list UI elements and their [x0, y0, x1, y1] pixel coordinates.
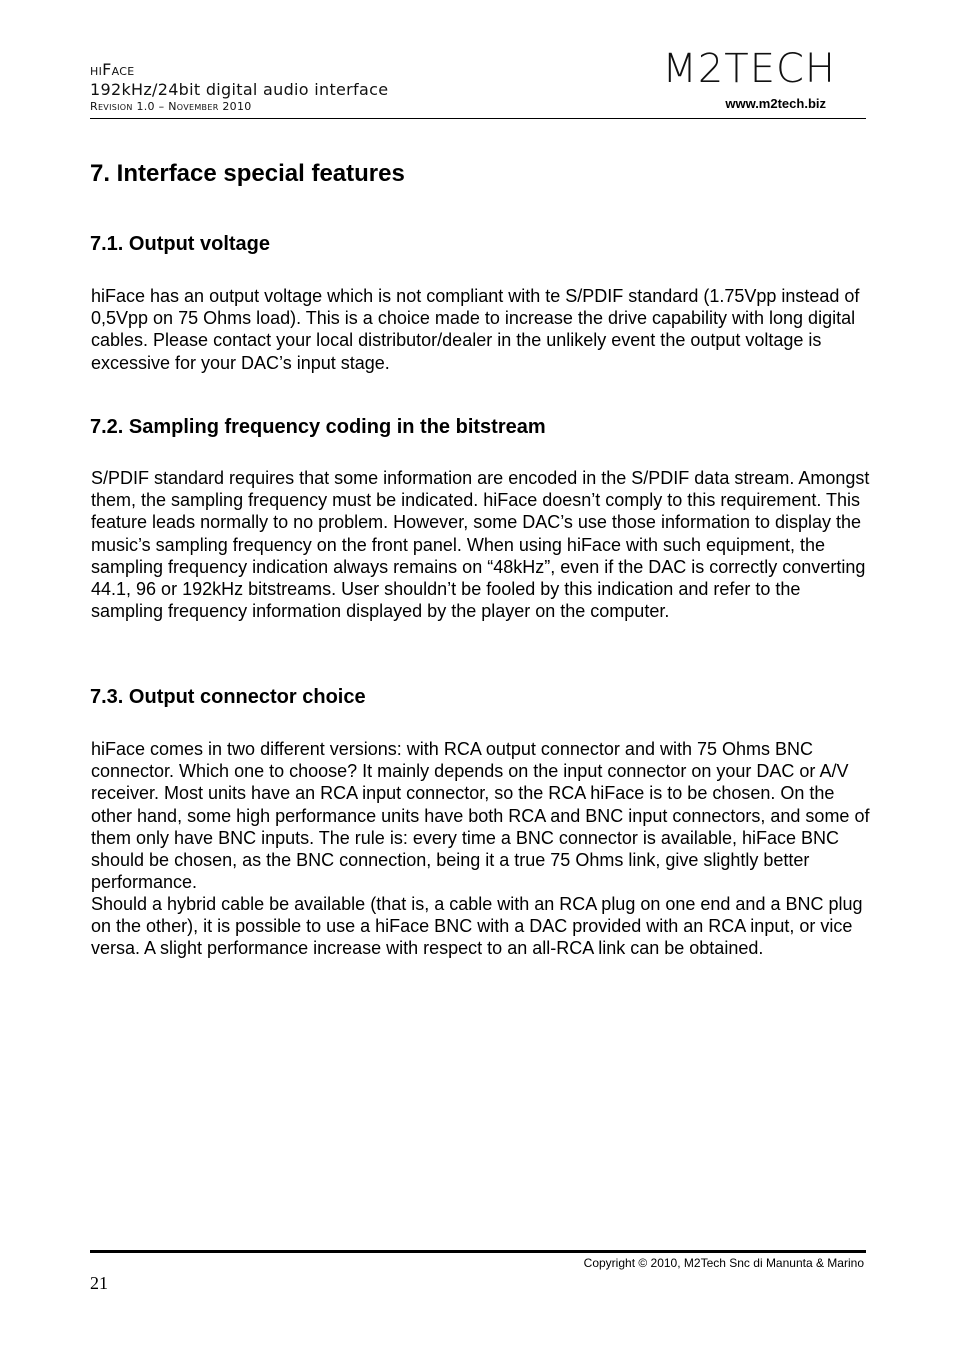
product-name: hiFace [90, 60, 135, 79]
product-subtitle: 192kHz/24bit digital audio interface [90, 80, 389, 99]
paragraph-output-connector-2: Should a hybrid cable be available (that is, a cable with an RCA plug on one end and a BNC plug on the other), it is possible to use a hiFace BNC with a DAC provided with an RCA input, or vice versa. A slight performance increase with respect to an all-RCA link can be obtained. [91, 894, 863, 959]
subsection-title-output-connector: 7.3. Output connector choice [90, 686, 366, 708]
page-header [90, 46, 866, 119]
m2tech-logo: M2TECH [662, 46, 836, 92]
page-number: 21 [90, 1273, 108, 1293]
copyright-notice: Copyright © 2010, M2Tech Snc di Manunta & Marino [583, 1256, 864, 1270]
section-title: 7. Interface special features [90, 160, 405, 187]
revision-line: Revision 1.0 – November 2010 [90, 100, 252, 113]
subsection-title-output-voltage: 7.1. Output voltage [90, 233, 271, 255]
website-link[interactable]: www.m2tech.biz [725, 96, 826, 111]
paragraph-sampling-frequency: S/PDIF standard requires that some information are encoded in the S/PDIF data stream. Amongst them, the sampling frequency must be indicated. hiFace doesn’t comply to this requirement. This feature leads normally to no problem. However, some DAC’s use those information to display the music’s sampling frequency on the front panel. When using hiFace with such equipment, the sampling frequency indication always remains on “48kHz”, even if the DAC is correctly converting 44.1, 96 or 192kHz bitstreams. User shouldn’t be fooled by this indication and refer to the sampling frequency information displayed by the player on the computer. [91, 468, 870, 622]
footer-divider [90, 1250, 866, 1253]
paragraph-output-connector-1: hiFace comes in two different versions: with RCA output connector and with 75 Ohms BNC connector. Which one to choose? It mainly depends on the input connector on your DAC or A/V receiver. Most units have an RCA input connector, so the RCA hiFace is to be chosen. On the other hand, some high performance units have both RCA and BNC input connectors, and some of them only have BNC inputs. The rule is: every time a BNC connector is available, hiFace BNC should be chosen, as the BNC connection, being it a true 75 Ohms link, give slightly better performance. [91, 739, 870, 893]
paragraph-output-voltage: hiFace has an output voltage which is not compliant with te S/PDIF standard (1.75Vpp instead of 0,5Vpp on 75 Ohms load). This is a choice made to increase the drive capability with long digital cables. Please contact your local distributor/dealer in the unlikely event the output voltage is excessive for your DAC’s input stage. [91, 286, 860, 373]
subsection-title-sampling-frequency: 7.2. Sampling frequency coding in the bitstream [90, 416, 546, 438]
